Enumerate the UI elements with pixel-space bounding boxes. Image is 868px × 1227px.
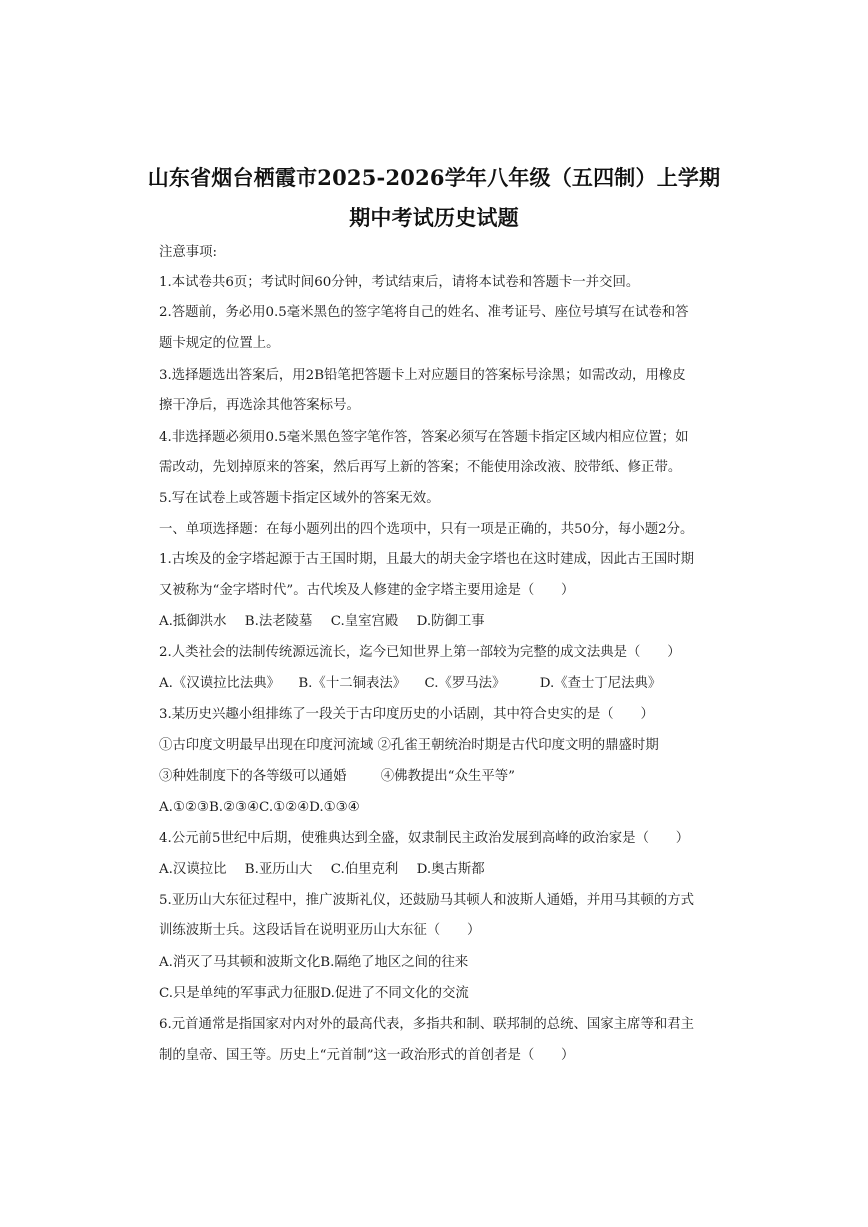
- q3-statement-4: ④佛教提出“众生平等”: [380, 769, 515, 784]
- notice-item-4a: 4.非选择题必须用0.5毫米黑色签字笔作答，答案必须写在答题卡指定区域内相应位置；如: [159, 430, 689, 445]
- section-heading: 一、单项选择题：在每小题列出的四个选项中，只有一项是正确的，共50分，每小题2分。: [159, 522, 694, 537]
- notice-item-5: 5.写在试卷上或答题卡指定区域外的答案无效。: [159, 491, 440, 506]
- notice-item-2b: 题卡规定的位置上。: [159, 336, 280, 351]
- question-1-options: [159, 613, 485, 631]
- notice-item-2a: 2.答题前，务必用0.5毫米黑色的签字笔将自己的姓名、准考证号、座位号填写在试卷和答: [159, 305, 689, 320]
- q4-option-d: D.奥古斯都: [416, 862, 485, 877]
- exam-title-line2: 期中考试历史试题: [349, 205, 519, 230]
- q3-statement-3: ③种姓制度下的各等级可以通婚: [159, 769, 347, 784]
- q3-statement-2: ②孔雀王朝统治时期是古代印度文明的鼎盛时期: [377, 738, 659, 753]
- q1-option-b: B.法老陵墓: [244, 614, 313, 629]
- exam-title-line1: 山东省烟台栖霞市2025-2026学年八年级（五四制）上学期: [147, 165, 721, 190]
- question-3-stem: 3.某历史兴趣小组排练了一段关于古印度历史的小话剧，其中符合史实的是（ ）: [159, 707, 654, 722]
- q1-option-d: D.防御工事: [416, 614, 485, 629]
- question-5-stem-b: 训练波斯士兵。这段话旨在说明亚历山大东征（ ）: [159, 923, 481, 938]
- q4-option-c: C.伯里克利: [330, 862, 399, 877]
- question-2-stem: 2.人类社会的法制传统源远流长，迄今已知世界上第一部较为完整的成文法典是（ ）: [159, 645, 681, 660]
- question-6-stem-a: 6.元首通常是指国家对内对外的最高代表，多指共和制、联邦制的总统、国家主席等和君主: [159, 1017, 695, 1032]
- question-6-stem-b: 制的皇帝、国王等。历史上“元首制”这一政治形式的首创者是（ ）: [159, 1048, 575, 1063]
- question-1-stem-a: 1.古埃及的金字塔起源于古王国时期，且最大的胡夫金字塔也在这时建成，因此古王国时期: [159, 552, 695, 567]
- notice-item-3b: 擦干净后，再选涂其他答案标号。: [159, 398, 360, 413]
- q4-option-b: B.亚历山大: [244, 862, 313, 877]
- question-3-statements-2: [159, 768, 515, 786]
- notice-item-4b: 需改动，先划掉原来的答案，然后再写上新的答案；不能使用涂改液、胶带纸、修正带。: [159, 460, 682, 475]
- q1-option-c: C.皇室宫殿: [330, 614, 399, 629]
- question-3-statements-1: [159, 737, 659, 755]
- q2-option-a: A.《汉谟拉比法典》: [159, 676, 281, 691]
- q3-statement-1: ①古印度文明最早出现在印度河流域: [159, 738, 374, 753]
- q2-option-b: B.《十二铜表法》: [298, 676, 407, 691]
- q4-option-a: A.汉谟拉比: [159, 862, 227, 877]
- q1-option-a: A.抵御洪水: [159, 614, 227, 629]
- question-4-stem: 4.公元前5世纪中后期，使雅典达到全盛，奴隶制民主政治发展到高峰的政治家是（ ）: [159, 831, 690, 846]
- question-5-stem-a: 5.亚历山大东征过程中，推广波斯礼仪，还鼓励马其顿人和波斯人通婚，并用马其顿的方式: [159, 893, 695, 908]
- question-3-options: A.①②③B.②③④C.①②④D.①③④: [159, 800, 360, 815]
- question-2-options: [159, 675, 661, 693]
- q2-option-c: C.《罗马法》: [424, 676, 506, 691]
- question-5-options-a: A.消灭了马其顿和波斯文化B.隔绝了地区之间的往来: [159, 955, 469, 970]
- question-4-options: [159, 861, 485, 879]
- question-5-options-b: C.只是单纯的军事武力征服D.促进了不同文化的交流: [159, 986, 469, 1001]
- notice-heading: 注意事项:: [159, 245, 218, 260]
- q2-option-d: D.《查士丁尼法典》: [539, 676, 662, 691]
- notice-item-1: 1.本试卷共6页；考试时间60分钟，考试结束后，请将本试卷和答题卡一并交回。: [159, 275, 640, 290]
- question-1-stem-b: 又被称为“金字塔时代”。古代埃及人修建的金字塔主要用途是（ ）: [159, 583, 575, 598]
- notice-item-3a: 3.选择题选出答案后，用2B铅笔把答题卡上对应题目的答案标号涂黑；如需改动，用橡皮: [159, 368, 686, 383]
